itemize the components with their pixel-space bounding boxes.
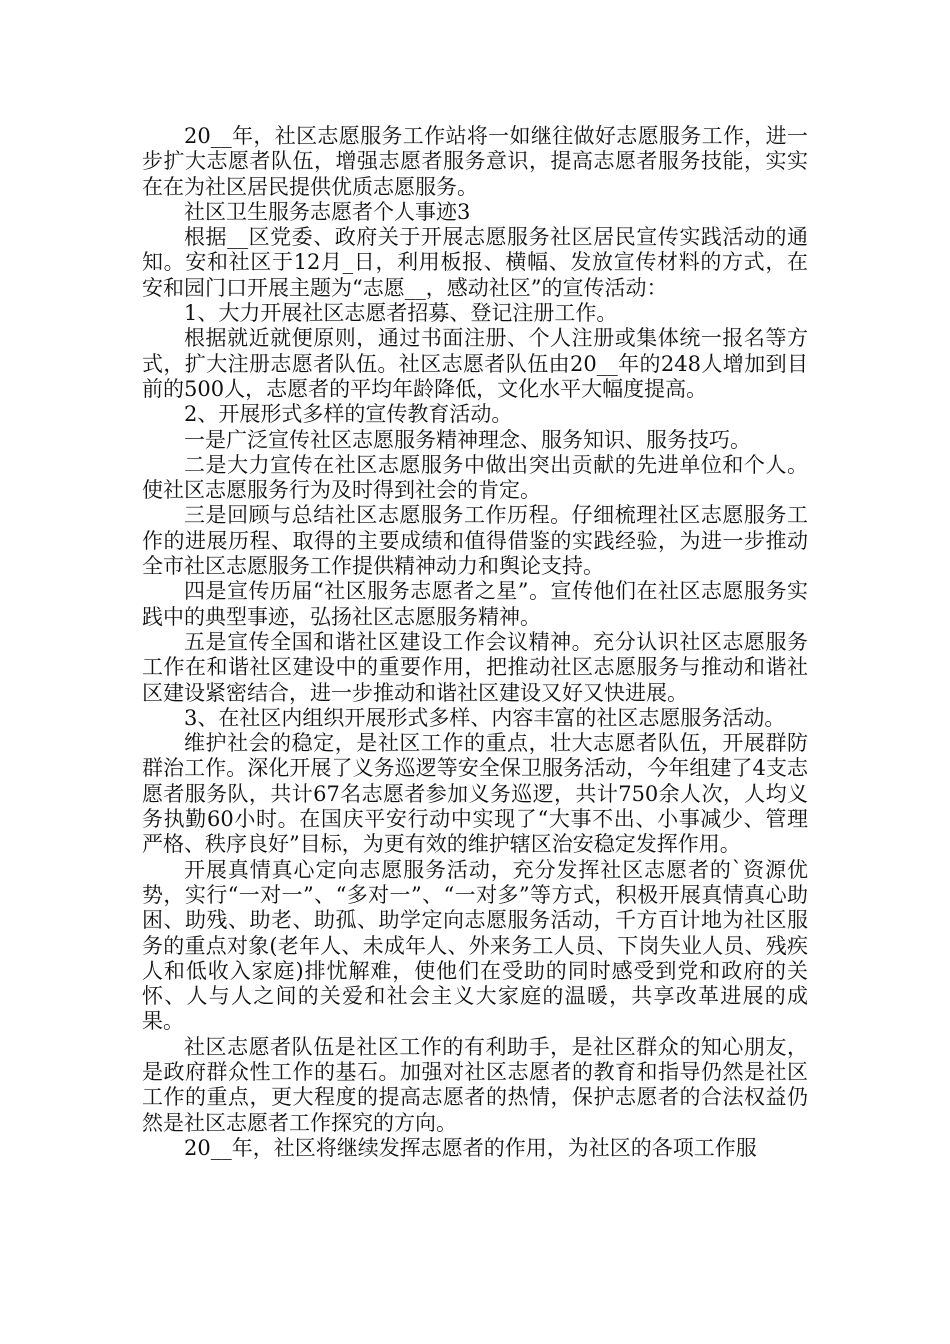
subheading: 1、大力开展社区志愿者招募、登记注册工作。 [184,301,618,326]
paragraph: 根据就近就便原则，通过书面注册、个人注册或集体统一报名等方式，扩大注册志愿者队伍。社区志愿者队伍由20__年的248人增加到目前的500人，志愿者的平均年龄降低，文化水平大幅度提高。 [142,326,808,401]
paragraph: 五是宣传全国和谐社区建设工作会议精神。充分认识社区志愿服务工作在和谐社区建设中的重要作用，把推动社区志愿服务与推动和谐社区建设紧密结合，进一步推动和谐社区建设又好又快进展。 [142,629,808,705]
paragraph: 20__年，社区志愿服务工作站将一如继往做好志愿服务工作，进一步扩大志愿者队伍，增强志愿者服务意识，提高志愿者服务技能，实实在在为社区居民提供优质志愿服务。 [142,124,808,199]
paragraph: 二是大力宣传在社区志愿服务中做出突出贡献的先进单位和个人。使社区志愿服务行为及时得到社会的肯定。 [142,452,808,503]
paragraph: 开展真情真心定向志愿服务活动，充分发挥社区志愿者的`资源优势，实行“一对一”、“多对一”、“一对多”等方式，积极开展真情真心助困、助残、助老、助孤、助学定向志愿服务活动，千方百计地为社区服务的重点对象(老年人、未成年人、外来务工人员、下岗失业人员、残疾人和低收入家庭)排忧解难，使他们在受助的同时感受到党和政府的关怀、人与人之间的关爱和社会主义大家庭的温暖，共享改革进展的成果。 [142,857,808,1034]
paragraph: 三是回顾与总结社区志愿服务工作历程。仔细梳理社区志愿服务工作的进展历程、取得的主要成绩和值得借鉴的实践经验，为进一步推动全市社区志愿服务工作提供精神动力和舆论支持。 [142,503,808,579]
paragraph: 四是宣传历届“社区服务志愿者之星”。宣传他们在社区志愿服务实践中的典型事迹，弘扬社区志愿服务精神。 [142,579,808,629]
paragraph: 根据__区党委、政府关于开展志愿服务社区居民宣传实践活动的通知。安和社区于12月_日，利用板报、横幅、发放宣传材料的方式，在安和园门口开展主题为“志愿__，感动社区”的宣传活动： [142,225,808,300]
paragraph: 社区志愿者队伍是社区工作的有利助手，是社区群众的知心朋友，是政府群众性工作的基石。加强对社区志愿者的教育和指导仍然是社区工作的重点，更大程度的提高志愿者的热情，保护志愿者的合法权益仍然是社区志愿者工作探究的方向。 [142,1034,808,1135]
document-body [142,124,808,1161]
paragraph: 维护社会的稳定，是社区工作的重点，壮大志愿者队伍，开展群防群治工作。深化开展了义务巡逻等安全保卫服务活动，今年组建了4支志愿者服务队，共计67名志愿者参加义务巡逻，共计750余人次，人均义务执勤60小时。在国庆平安行动中实现了“大事不出、小事减少、管理严格、秩序良好”目标，为更有效的维护辖区治安稳定发挥作用。 [142,731,808,857]
paragraph: 20__年，社区将继续发挥志愿者的作用，为社区的各项工作服 [184,1135,757,1160]
subheading: 3、在社区内组织开展形式多样、内容丰富的社区志愿服务活动。 [184,705,786,730]
section-heading: 社区卫生服务志愿者个人事迹3 [184,199,471,224]
subheading: 2、开展形式多样的宣传教育活动。 [184,402,513,427]
paragraph: 一是广泛宣传社区志愿服务精神理念、服务知识、服务技巧。 [184,427,751,452]
